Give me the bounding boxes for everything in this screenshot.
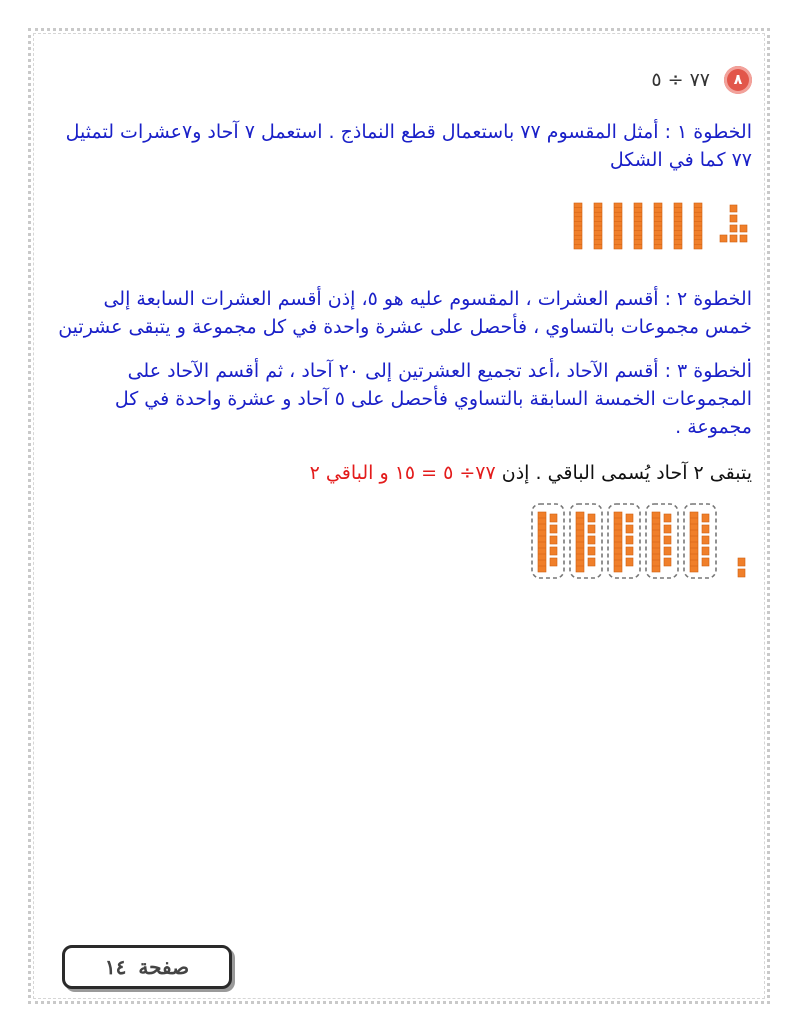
conclusion-text xyxy=(52,459,752,487)
problem-number-badge: ٨ xyxy=(724,66,752,94)
ones-cube xyxy=(550,525,557,533)
page-number-box xyxy=(62,945,232,989)
ones-cube xyxy=(664,547,671,555)
ones-cube xyxy=(730,225,737,232)
ones-cube xyxy=(664,525,671,533)
ones-cube xyxy=(664,536,671,544)
ones-cube xyxy=(588,547,595,555)
page-number: ١٤ xyxy=(104,955,127,979)
ones-cube xyxy=(702,525,709,533)
ones-cube xyxy=(702,514,709,522)
step-2-text: الخطوة ٢ : أقسم العشرات ، المقسوم عليه هو ٥، إذن أقسم العشرات السابعة إلى خمس مجموعات بالتساوي ، فأحصل على عشرة واحدة في كل مجموعة و يتبقى عشرتين . xyxy=(58,288,752,366)
ones-cube xyxy=(588,525,595,533)
problem-expression: ٧٧ ÷ ٥ xyxy=(651,69,710,91)
ones-cube xyxy=(702,547,709,555)
ones-cube xyxy=(730,215,737,222)
ones-cube xyxy=(550,547,557,555)
page-label: صفحة xyxy=(138,955,190,979)
division-group xyxy=(646,504,678,578)
remainder-cube xyxy=(738,569,745,577)
grouped-blocks-model xyxy=(528,500,753,585)
ones-cube xyxy=(740,235,747,242)
ones-cube xyxy=(664,514,671,522)
division-group xyxy=(570,504,602,578)
ones-cube xyxy=(730,205,737,212)
ones-cube xyxy=(550,558,557,566)
ones-cube xyxy=(626,525,633,533)
ones-cube xyxy=(626,547,633,555)
remainder-cube xyxy=(738,558,745,566)
ones-cube xyxy=(550,514,557,522)
ones-cube xyxy=(702,536,709,544)
base-ten-blocks-model xyxy=(560,195,750,255)
step-1-text: الخطوة ١ : أمثل المقسوم ٧٧ باستعمال قطع النماذج . استعمل ٧ آحاد و٧عشرات لتمثيل ٧٧ كما في الشكل xyxy=(65,121,752,171)
problem-header xyxy=(651,64,752,96)
ones-cube xyxy=(626,558,633,566)
ones-cube xyxy=(720,235,727,242)
ones-cube xyxy=(664,558,671,566)
conclusion-prefix: يتبقى ٢ آحاد يُسمى الباقي . إذن xyxy=(495,462,752,484)
ones-cube xyxy=(588,514,595,522)
division-group xyxy=(684,504,716,578)
ones-cube xyxy=(550,536,557,544)
step-3-text: الخطوة ٣ : أقسم الآحاد ،أعد تجميع العشرتين إلى ٢٠ آحاد ، ثم أقسم الآحاد على المجموعات الخمسة السابقة بالتساوي فأحصل على ٥ آحاد و عشرة واحدة في كل مجموعة . xyxy=(114,360,752,438)
division-group xyxy=(532,504,564,578)
ones-cube xyxy=(626,536,633,544)
division-group xyxy=(608,504,640,578)
ones-cube xyxy=(588,558,595,566)
ones-cube xyxy=(626,514,633,522)
ones-cube xyxy=(588,536,595,544)
conclusion-result: ٧٧÷ ٥ = ١٥ و الباقي ٢ xyxy=(309,462,496,484)
ones-cube xyxy=(740,225,747,232)
ones-cube xyxy=(702,558,709,566)
ones-cube xyxy=(730,235,737,242)
